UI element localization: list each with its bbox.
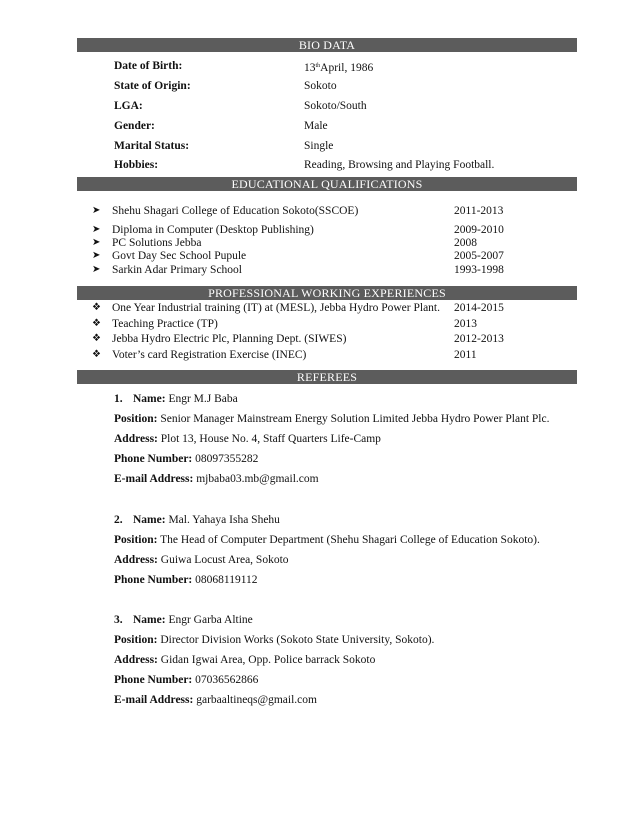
education-years: 2011-2013 [454,205,504,217]
dob-label: Date of Birth: [114,60,183,72]
referees-heading: REFEREES [77,370,577,384]
referee-1-name: Name: Engr M.J Baba [133,393,238,405]
diamond-bullet-icon: ❖ [92,349,101,360]
diamond-bullet-icon: ❖ [92,333,101,344]
arrow-bullet-icon: ➤ [92,264,101,275]
referee-3-phone: Phone Number: 07036562866 [114,674,259,686]
education-item: ➤ Sarkin Adar Primary School [92,264,242,276]
education-item: ➤ PC Solutions Jebba [92,237,202,249]
referee-2-address: Address: Guiwa Locust Area, Sokoto [114,554,289,566]
marital-value: Single [304,140,334,152]
education-years: 2009-2010 [454,224,504,236]
referee-2-position: Position: The Head of Computer Department (Shehu Shagari College of Education Sokoto). [114,534,540,546]
arrow-bullet-icon: ➤ [92,250,101,261]
referee-3-address: Address: Gidan Igwai Area, Opp. Police barrack Sokoto [114,654,376,666]
gender-label: Gender: [114,120,155,132]
lga-label: LGA: [114,100,143,112]
lga-value: Sokoto/South [304,100,367,112]
diamond-bullet-icon: ❖ [92,318,101,329]
referee-3-num: 3. [114,614,123,626]
arrow-bullet-icon: ➤ [92,237,101,248]
experience-item: ❖ One Year Industrial training (IT) at (MESL), Jebba Hydro Power Plant. [92,302,441,314]
referee-1-phone: Phone Number: 08097355282 [114,453,259,465]
referee-2-phone: Phone Number: 08068119112 [114,574,258,586]
arrow-bullet-icon: ➤ [92,224,101,235]
experience-years: 2014-2015 [454,302,504,314]
gender-value: Male [304,120,328,132]
experience-years: 2013 [454,318,477,330]
marital-label: Marital Status: [114,140,190,152]
education-item: ➤ Diploma in Computer (Desktop Publishing) [92,224,314,236]
referee-1-address: Address: Plot 13, House No. 4, Staff Quarters Life-Camp [114,433,381,445]
bio-data-heading: BIO DATA [77,38,577,52]
experience-heading: PROFESSIONAL WORKING EXPERIENCES [77,286,577,300]
referee-1-position: Position: Senior Manager Mainstream Energy Solution Limited Jebba Hydro Power Plant Plc. [114,413,550,425]
referee-2-name: Name: Mal. Yahaya Isha Shehu [133,514,280,526]
education-years: 2005-2007 [454,250,504,262]
education-item: ➤ Shehu Shagari College of Education Sokoto(SSCOE) [92,205,359,217]
dob-value: 13thApril, 1986 [304,62,374,74]
diamond-bullet-icon: ❖ [92,302,101,313]
experience-item: ❖ Jebba Hydro Electric Plc, Planning Dept. (SIWES) [92,333,347,345]
referee-3-email[interactable]: E-mail Address: garbaaltineqs@gmail.com [114,694,317,706]
referee-2-num: 2. [114,514,123,526]
experience-item: ❖ Teaching Practice (TP) [92,318,218,330]
referee-3-name: Name: Engr Garba Altine [133,614,253,626]
arrow-bullet-icon: ➤ [92,205,101,216]
referee-1-num: 1. [114,393,123,405]
referee-1-email: E-mail Address: mjbaba03.mb@gmail.com [114,473,319,485]
referee-3-position: Position: Director Division Works (Sokoto State University, Sokoto). [114,634,435,646]
experience-years: 2011 [454,349,477,361]
state-value: Sokoto [304,80,337,92]
state-label: State of Origin: [114,80,191,92]
hobbies-label: Hobbies: [114,159,159,171]
education-item: ➤ Govt Day Sec School Pupule [92,250,247,262]
experience-years: 2012-2013 [454,333,504,345]
education-heading: EDUCATIONAL QUALIFICATIONS [77,177,577,191]
hobbies-value: Reading, Browsing and Playing Football. [304,159,495,171]
education-years: 1993-1998 [454,264,504,276]
education-years: 2008 [454,237,477,249]
experience-item: ❖ Voter’s card Registration Exercise (INEC) [92,349,307,361]
